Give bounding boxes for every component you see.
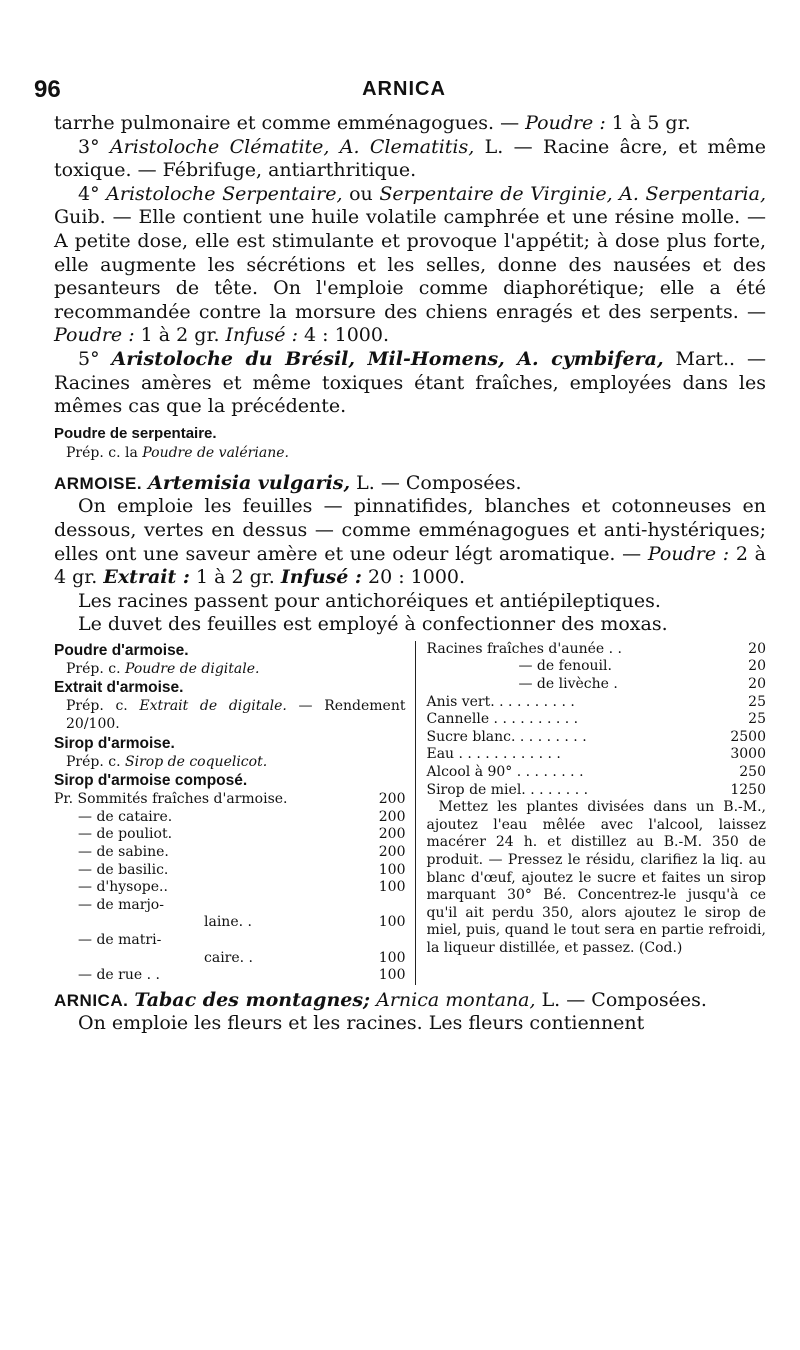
recipes-left-column [54, 641, 415, 985]
entry-title: ARNICA. [54, 990, 129, 1010]
recipe-heading: Poudre de serpentaire. [54, 424, 217, 442]
recipe-method: Mettez les plantes divisées dans un B.-M., ajoutez l'eau mêlée avec l'alcool, laissez macérer 24 h. et distillez au B.-M. 350 de produit. — Pressez le résidu, clarifiez la liq. au blanc d'œuf, ajoutez le sucre et faites un sirop marquant 30° Bé. Concentrez-le jusqu'à ce qu'il ait perdu 350, alors ajoutez le sirop de miel, puis, quand le tout sera en partie refroidi, la liqueur distillée, et passez. (Cod.) [426, 799, 766, 956]
recipe-heading: Poudre d'armoise. [54, 641, 189, 659]
ingredient-row: caire. . 100 [204, 949, 406, 966]
ingredient-row: — de livèche . 20 [518, 676, 766, 693]
ingredient-row: Anis vert. . . . . . . . . . 25 [426, 693, 766, 710]
recipe-prep: Prép. c. Sirop de coquelicot. [66, 753, 268, 770]
ingredient-row: laine. . 100 [204, 914, 406, 931]
recipe-serpentaire [54, 424, 766, 462]
ingredient-row: — de cataire. 200 [78, 808, 406, 825]
entry-armoise: ARMOISE. Artemisia vulgaris, L. — Composées. [54, 471, 522, 494]
recipes-two-columns [54, 641, 766, 985]
ingredient-row: — de matri- [78, 932, 162, 948]
paragraph-armoise-usage: On emploie les feuilles — pinnatifides, blanches et cotonneuses en dessous, vertes en dessus — comme emménagogues et anti-hystériques; elles ont une saveur amère et une odeur légt aromatique. — Poudre : 2 à 4 gr. Extrait : 1 à 2 gr. Infusé : 20 : 1000. [54, 495, 766, 589]
page-header [34, 76, 774, 106]
ingredient-row: — de marjo- [78, 896, 164, 913]
paragraph-catarrh: tarrhe pulmonaire et comme emménagogues. — Poudre : 1 à 5 gr. [54, 112, 691, 134]
recipe-prep: Prép. c. Extrait de digitale. — Rendement 20/100. [66, 698, 406, 733]
ingredient-row: Eau . . . . . . . . . . . . 3000 [426, 746, 766, 763]
running-title: ARNICA [362, 78, 446, 100]
ingredient-row: Pr. Sommités fraîches d'armoise. 200 [54, 791, 406, 808]
plant-name: Aristoloche du Brésil, Mil-Homens, A. cymbifera, [111, 347, 664, 370]
ingredient-row: Sirop de miel. . . . . . . . 1250 [426, 781, 766, 798]
recipe-heading: Extrait d'armoise. [54, 679, 184, 697]
latin-name: Artemisia vulgaris, [148, 471, 351, 494]
ingredient-row: — de sabine. 200 [78, 844, 406, 861]
ingredient-row: Alcool à 90° . . . . . . . . 250 [426, 764, 766, 781]
paragraph-bresil: 5° Aristoloche du Brésil, Mil-Homens, A. cymbifera, Mart.. — Racines amères et même toxiques étant fraîches, employées dans les mêmes cas que la précédente. [54, 347, 767, 418]
page-body [54, 112, 766, 1036]
paragraph-armoise-moxas: Le duvet des feuilles est employé à confectionner des moxas. [78, 613, 668, 636]
page-number: 96 [34, 76, 61, 103]
plant-name: Aristoloche Serpentaire, [106, 182, 343, 205]
ingredient-row: Racines fraîches d'aunée . . 20 [426, 640, 766, 657]
ingredient-row: Cannelle . . . . . . . . . . 25 [426, 711, 766, 728]
recipe-heading: Sirop d'armoise. [54, 734, 175, 752]
recipe-prep: Prép. c. la Poudre de valériane. [66, 444, 289, 461]
paragraph-arnica: On emploie les fleurs et les racines. Les fleurs contiennent [78, 1012, 645, 1035]
latin-name: Arnica montana, [376, 988, 536, 1011]
ingredient-row: — de fenouil. 20 [518, 658, 766, 675]
recipe-prep: Prép. c. Poudre de digitale. [66, 660, 260, 677]
paragraph-clematite: 3° Aristoloche Clématite, A. Clematitis, L. — Racine âcre, et même toxique. — Fébrifuge, antiarthritique. [54, 135, 766, 182]
recipe-heading: Sirop d'armoise composé. [54, 772, 248, 790]
ingredient-row: — de pouliot. 200 [78, 826, 406, 843]
plant-name: Serpentaire de Virginie, A. Serpentaria, [379, 182, 766, 205]
recipes-right-column [415, 641, 766, 985]
emphasis: Poudre : [525, 112, 606, 134]
paragraph-armoise-racines: Les racines passent pour antichoréiques et antiépileptiques. [78, 589, 661, 612]
ingredient-row: Sucre blanc. . . . . . . . . 2500 [426, 728, 766, 745]
ingredient-row: — de rue . . 100 [78, 967, 406, 984]
entry-arnica: ARNICA. Tabac des montagnes; Arnica montana, L. — Composées. [54, 988, 707, 1011]
ingredient-row: — d'hysope.. 100 [78, 879, 406, 896]
paragraph-serpentaire: 4° Aristoloche Serpentaire, ou Serpentaire de Virginie, A. Serpentaria, Guib. — Elle contient une huile volatile camphrée et une résine molle. — A petite dose, elle est stimulante et provoque l'appétit; à dose plus forte, elle augmente les sécrétions et les selles, donne des nausées et des pesanteurs de tête. On l'emploie comme diaphorétique; elle a été recommandée contre la morsure des chiens enragés et des serpents. — Poudre : 1 à 2 gr. Infusé : 4 : 1000. [54, 182, 766, 347]
plant-name: Aristoloche Clématite, A. Clematitis, [109, 135, 475, 158]
common-name: Tabac des montagnes; [134, 988, 371, 1011]
ingredient-row: — de basilic. 100 [78, 861, 406, 878]
entry-title: ARMOISE. [54, 473, 143, 493]
